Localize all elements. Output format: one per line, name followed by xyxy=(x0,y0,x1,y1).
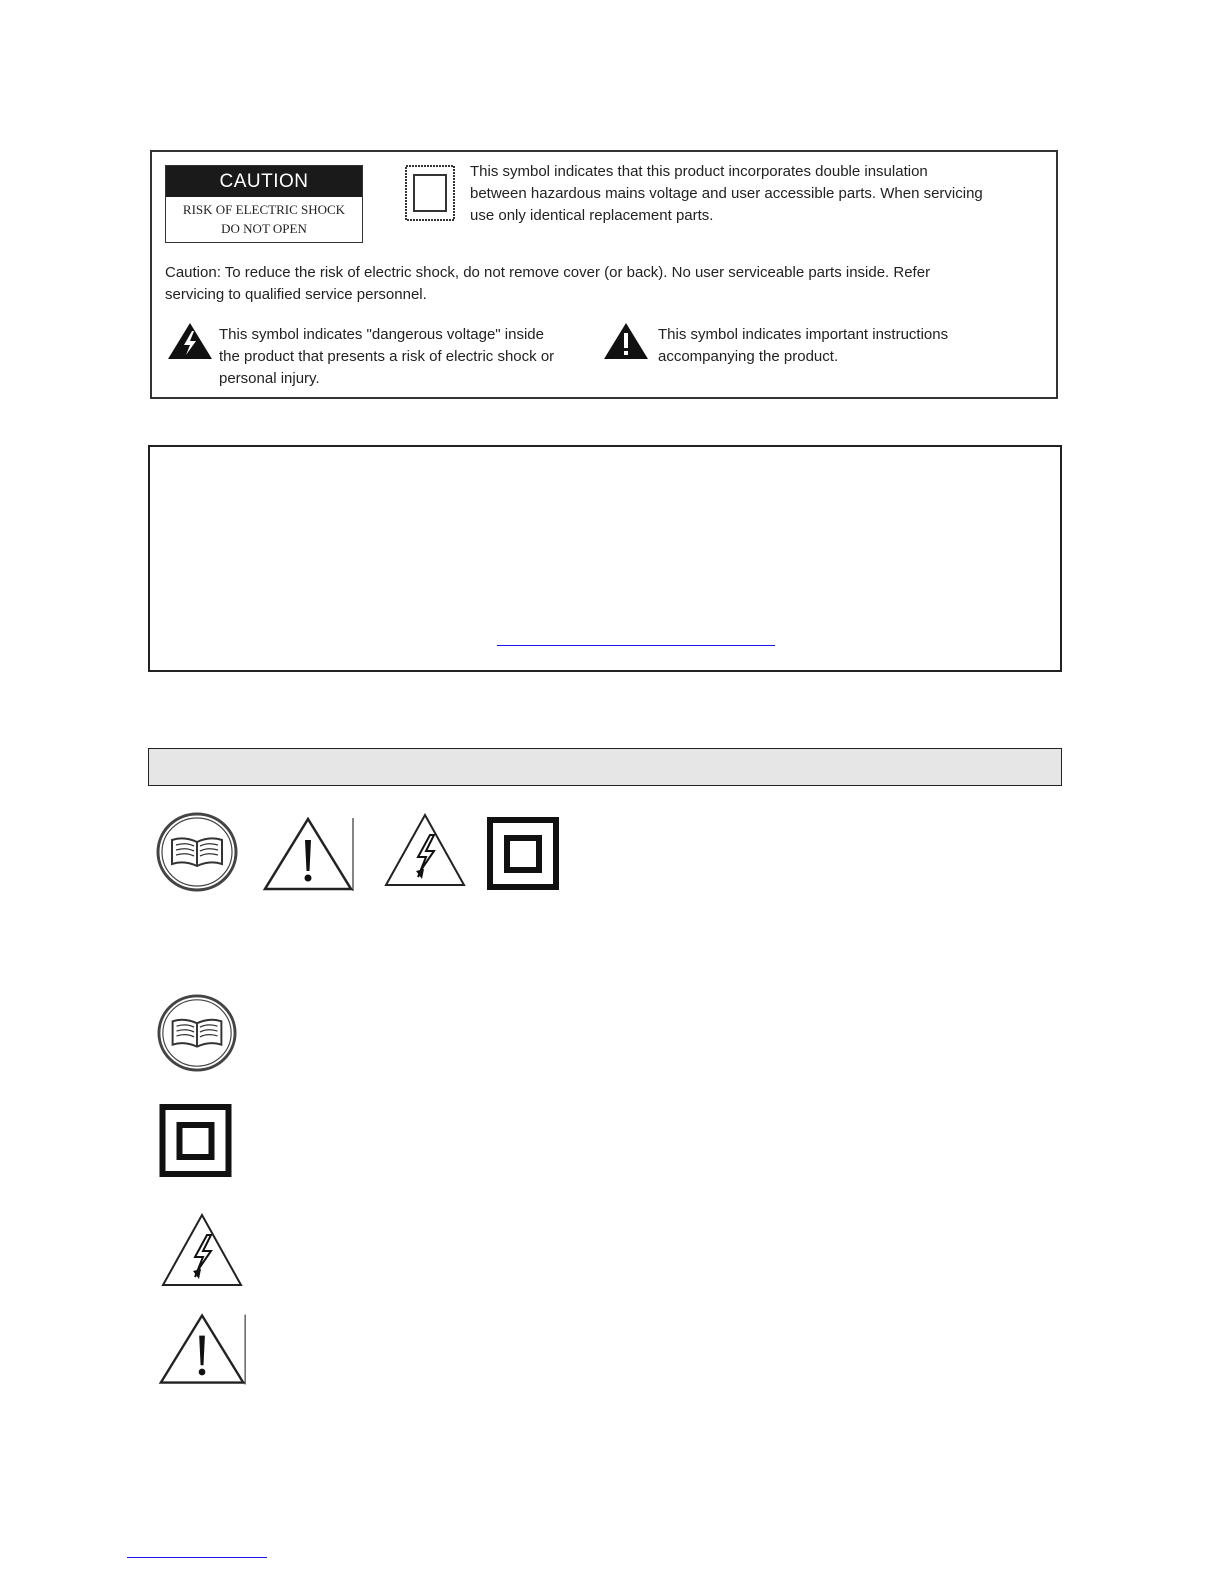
double-insulation-text xyxy=(470,161,1030,227)
instructions-text-line-2: accompanying the product. xyxy=(658,348,839,365)
caution-label-line-2: DO NOT OPEN xyxy=(221,221,307,236)
voltage-text-line-3: personal injury. xyxy=(219,370,320,387)
caution-text xyxy=(165,262,1045,306)
instructions-text-line-1: This symbol indicates important instructions xyxy=(658,326,949,343)
double-insulation-line-3: use only identical replacement parts. xyxy=(470,207,714,224)
voltage-text-line-2: the product that presents a risk of electric shock or xyxy=(219,348,555,365)
double-insulation-line-1: This symbol indicates that this product incorporates double insulation xyxy=(470,163,928,180)
voltage-text-line-1: This symbol indicates "dangerous voltage" inside xyxy=(219,326,544,343)
lightning-triangle-outline-icon xyxy=(384,813,466,887)
warning-triangle-list-icon xyxy=(158,1309,248,1389)
lightning-triangle-icon xyxy=(167,322,213,360)
footnote-separator xyxy=(127,1557,267,1558)
caution-label-title: CAUTION xyxy=(166,166,362,197)
book-list-icon xyxy=(157,993,237,1073)
double-square-icon xyxy=(405,165,455,221)
double-square-large-icon xyxy=(487,817,559,890)
section-header-bar xyxy=(148,748,1062,786)
book-icon xyxy=(156,812,238,892)
caution-text-line-1: Caution: To reduce the risk of electric shock, do not remove cover (or back). No user serviceable parts inside. Refer xyxy=(165,264,931,281)
voltage-text xyxy=(219,324,599,390)
exclamation-triangle-icon xyxy=(603,322,649,360)
warning-triangle-icon xyxy=(262,816,356,892)
lightning-triangle-list-icon xyxy=(160,1213,244,1287)
double-insulation-line-2: between hazardous mains voltage and user accessible parts. When servicing xyxy=(470,185,983,202)
instructions-text xyxy=(658,324,1038,368)
double-square-list-icon xyxy=(159,1104,232,1177)
caution-text-line-2: servicing to qualified service personnel. xyxy=(165,286,427,303)
caution-label-line-1: RISK OF ELECTRIC SHOCK xyxy=(182,202,346,217)
caution-label xyxy=(165,165,363,243)
website-link[interactable] xyxy=(497,628,775,646)
